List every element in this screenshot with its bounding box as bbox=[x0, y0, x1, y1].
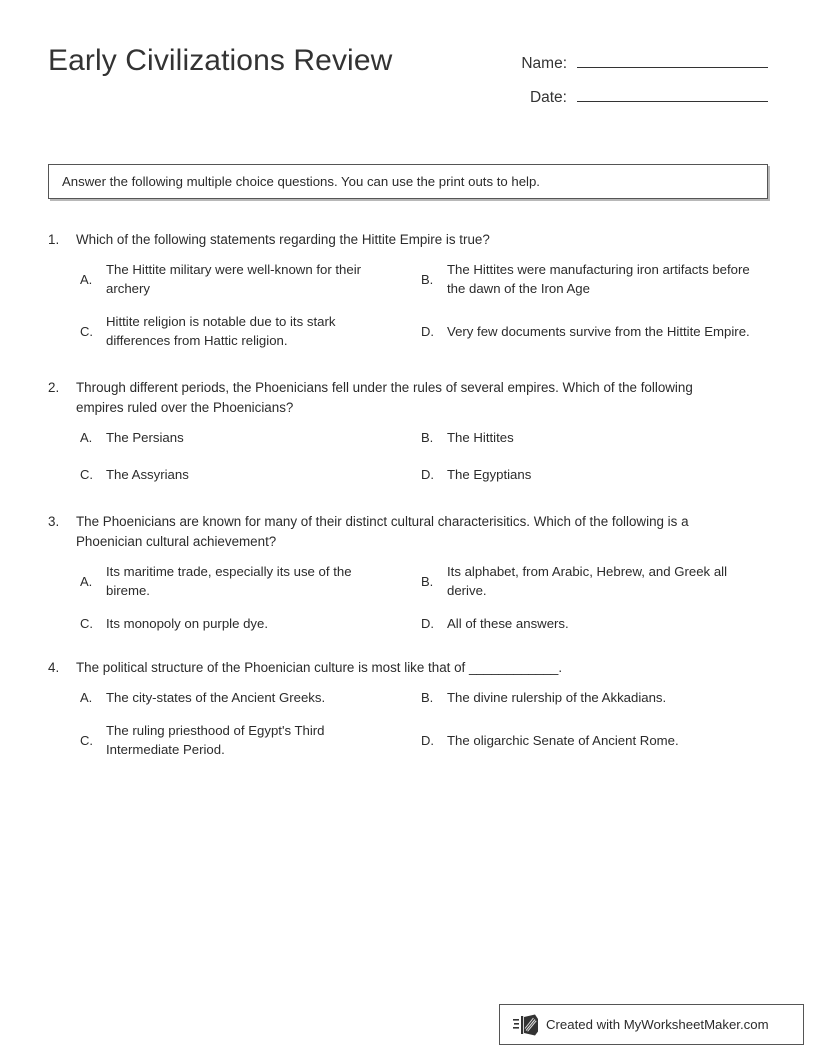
question-text: Which of the following statements regarding the Hittite Empire is true? bbox=[76, 232, 490, 247]
option-text: The Hittites bbox=[447, 430, 514, 445]
question-heading bbox=[48, 378, 778, 418]
option-grid bbox=[48, 260, 778, 350]
option-text: Very few documents survive from the Hittite Empire. bbox=[447, 323, 750, 339]
option-row bbox=[48, 562, 778, 600]
question-heading bbox=[48, 658, 778, 678]
question-text: Through different periods, the Phoenicians fell under the rules of several empires. Which of the following empires ruled over the Phoenicians? bbox=[76, 380, 693, 415]
answer-option[interactable] bbox=[48, 465, 413, 484]
option-letter: B. bbox=[421, 271, 434, 287]
question-block bbox=[48, 658, 778, 759]
option-row bbox=[48, 721, 778, 759]
answer-option[interactable] bbox=[413, 562, 778, 600]
option-grid bbox=[48, 428, 778, 484]
date-label: Date: bbox=[529, 89, 567, 106]
option-letter: C. bbox=[80, 467, 93, 482]
answer-option[interactable] bbox=[413, 428, 778, 447]
option-text: The ruling priesthood of Egypt's Third Intermediate Period. bbox=[106, 723, 325, 757]
answer-option[interactable] bbox=[48, 614, 413, 633]
answer-option[interactable] bbox=[413, 465, 778, 484]
question-text: The political structure of the Phoenician culture is most like that of ____________. bbox=[76, 660, 563, 675]
name-field-row bbox=[468, 50, 768, 84]
answer-option[interactable] bbox=[48, 312, 413, 350]
option-grid bbox=[48, 688, 778, 759]
option-text: The divine rulership of the Akkadians. bbox=[447, 690, 667, 705]
question-heading bbox=[48, 230, 778, 250]
option-text: The city-states of the Ancient Greeks. bbox=[106, 690, 326, 705]
option-letter: B. bbox=[421, 573, 434, 589]
option-letter: A. bbox=[80, 271, 93, 287]
option-letter: D. bbox=[421, 616, 434, 631]
question-heading bbox=[48, 512, 778, 552]
option-letter: C. bbox=[80, 732, 93, 748]
option-letter: A. bbox=[80, 690, 93, 705]
option-letter: C. bbox=[80, 616, 93, 631]
footer-attribution-badge[interactable] bbox=[499, 1004, 804, 1045]
answer-option[interactable] bbox=[413, 721, 778, 759]
option-text: The oligarchic Senate of Ancient Rome. bbox=[447, 732, 679, 748]
option-letter: B. bbox=[421, 430, 434, 445]
option-letter: A. bbox=[80, 430, 93, 445]
option-text: The Hittite military were well-known for their archery bbox=[106, 262, 362, 296]
option-row bbox=[48, 428, 778, 447]
question-text: The Phoenicians are known for many of their distinct cultural characterisitics. Which of the following is a Phoenician cultural achievement? bbox=[76, 514, 689, 549]
question-number: 4. bbox=[48, 660, 60, 675]
option-letter: D. bbox=[421, 323, 434, 339]
answer-option[interactable] bbox=[413, 312, 778, 350]
questions-list bbox=[48, 230, 778, 785]
question-number: 2. bbox=[48, 380, 60, 395]
option-row bbox=[48, 688, 778, 707]
option-letter: A. bbox=[80, 573, 93, 589]
option-grid bbox=[48, 562, 778, 633]
option-row bbox=[48, 312, 778, 350]
answer-option[interactable] bbox=[48, 260, 413, 298]
answer-option[interactable] bbox=[413, 614, 778, 633]
option-row bbox=[48, 465, 778, 484]
instructions-text: Answer the following multiple choice questions. You can use the print outs to help. bbox=[62, 174, 540, 189]
option-text: The Hittites were manufacturing iron artifacts before the dawn of the Iron Age bbox=[447, 262, 750, 296]
option-text: The Persians bbox=[106, 430, 184, 445]
option-letter: C. bbox=[80, 323, 93, 339]
question-block bbox=[48, 230, 778, 350]
option-letter: B. bbox=[421, 690, 434, 705]
name-input-line[interactable] bbox=[577, 50, 768, 68]
answer-option[interactable] bbox=[413, 260, 778, 298]
option-text: The Egyptians bbox=[447, 467, 532, 482]
question-block bbox=[48, 512, 778, 633]
footer-attribution-text: Created with MyWorksheetMaker.com bbox=[546, 1017, 769, 1032]
option-text: Hittite religion is notable due to its stark differences from Hattic religion. bbox=[106, 314, 336, 348]
page-title: Early Civilizations Review bbox=[48, 44, 393, 77]
option-letter: D. bbox=[421, 732, 434, 748]
option-text: All of these answers. bbox=[447, 616, 569, 631]
option-text: Its maritime trade, especially its use of the bireme. bbox=[106, 564, 352, 598]
printer-page-icon bbox=[513, 1013, 539, 1037]
option-text: Its monopoly on purple dye. bbox=[106, 616, 269, 631]
date-field-row bbox=[468, 84, 768, 118]
answer-option[interactable] bbox=[48, 428, 413, 447]
answer-option[interactable] bbox=[48, 562, 413, 600]
date-input-line[interactable] bbox=[577, 84, 768, 102]
option-row bbox=[48, 614, 778, 633]
option-letter: D. bbox=[421, 467, 434, 482]
option-text: The Assyrians bbox=[106, 467, 189, 482]
answer-option[interactable] bbox=[48, 688, 413, 707]
worksheet-header bbox=[48, 44, 768, 124]
student-info-fields bbox=[468, 50, 768, 118]
answer-option[interactable] bbox=[413, 688, 778, 707]
instructions-box bbox=[48, 164, 768, 199]
answer-option[interactable] bbox=[48, 721, 413, 759]
question-block bbox=[48, 378, 778, 484]
question-number: 1. bbox=[48, 232, 60, 247]
question-number: 3. bbox=[48, 514, 60, 529]
name-label: Name: bbox=[521, 55, 567, 72]
option-text: Its alphabet, from Arabic, Hebrew, and Greek all derive. bbox=[447, 564, 728, 598]
option-row bbox=[48, 260, 778, 298]
